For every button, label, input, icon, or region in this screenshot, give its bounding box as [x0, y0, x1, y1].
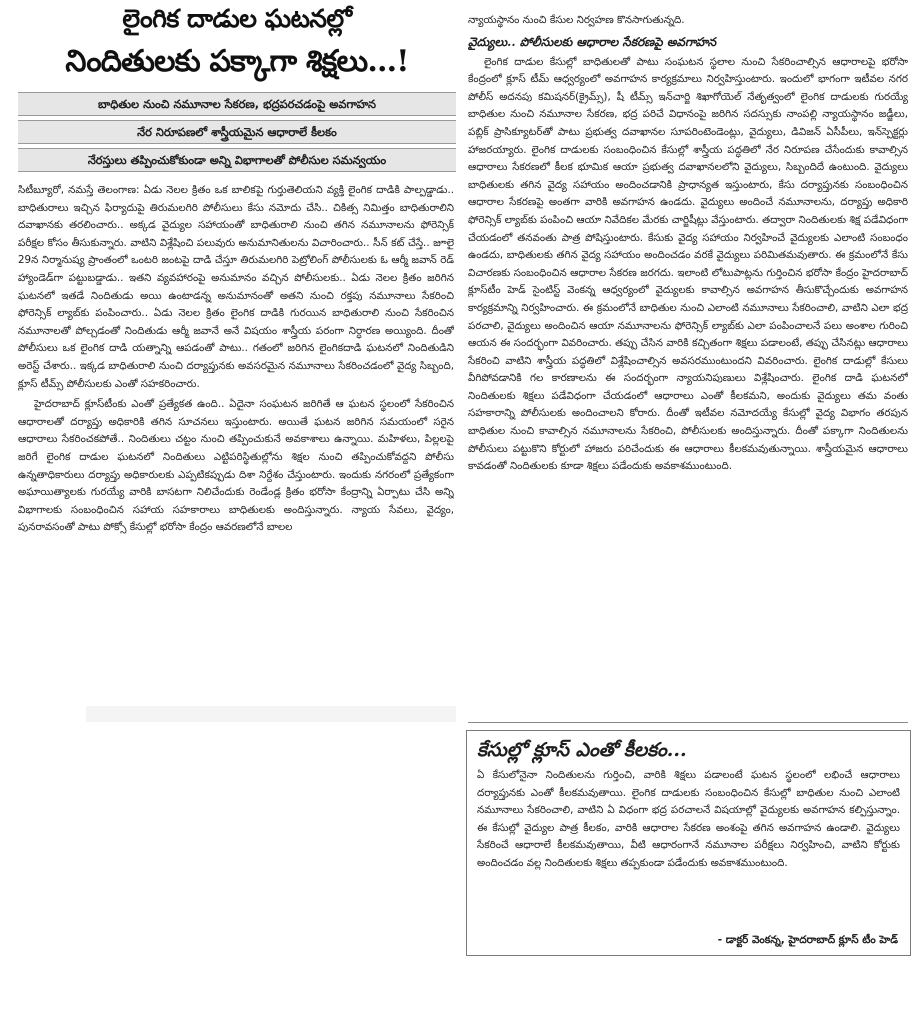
quote-box-title: కేసుల్లో క్లూస్ ఎంతో కీలకం... [477, 739, 687, 761]
highlight-1: బాధితుల నుంచి నమూనాల సేకరణ, భద్రపరచడంపై అవగాహన [18, 92, 456, 116]
right-column-article [468, 12, 908, 712]
left-paragraph-2: హైదరాబాద్ క్లూస్‌టీంకు ఎంతో ప్రత్యేకత ఉంది.. ఏదైనా సంఘటన జరిగితే ఆ ఘటన స్థలంలో సేకరించిన ఆధారాలతో దర్యాప్తు అధికారికి తగిన సూచనలు ఇస్తుంటారు. అయితే ఘటన జరిగిన సమయంలో సరైన ఆధారాలు సేకరించకపోతే.. నిందితులు చట్టం నుంచి తప్పించుకునే అవకాశాలు ఉన్నాయి. మహిళలు, పిల్లలపై జరిగే లైంగిక దాడుల ఘటనలో నిందితులు ఎట్టిపరిస్థితుల్లోను శిక్షల నుంచి తప్పించుకోవద్దని పోలీసు ఉన్నతాధికారులు దర్యాప్తు అధికారులకు ఎప్పటికప్పుడు దిశా నిర్దేశం చేస్తుంటారు. ఇందుకు నగరంలో ప్రత్యేకంగా అఘాయిత్యాలకు గురయ్యే వారికి బాసటగా నిలిచేందుకు రెండేండ్ల క్రితం భరోసా కేంద్రాన్ని ఏర్పాటు చేసి అన్ని విభాగాలకు సంబంధించిన సహాయ సహకారాలు బాధితులకు అందిస్తున్నారు. న్యాయ సేవలు, వైద్యం, పునరావసంతో పాటు పోక్సో కేసుల్లో భరోసా కేంద్రం ఆవరణలోనే బాలల [18, 398, 454, 534]
right-subheading: వైద్యులు.. పోలీసులకు ఆధారాల సేకరణపై అవగాహన [468, 34, 717, 49]
page-fold [86, 706, 456, 722]
quote-box [466, 730, 911, 956]
headline-line-2: నిందితులకు పక్కాగా శిక్షలు...! [65, 44, 409, 79]
right-paragraph-1: న్యాయస్థానం నుంచి కేసుల నిర్వహణ కొనసాగుతున్నది. [468, 14, 685, 26]
right-paragraph-2: లైంగిక దాడుల కేసుల్లో బాధితులతో పాటు సంఘటన స్థలాల నుంచి సేకరించాల్సిన ఆధారాలపై భరోసా కేంద్రంలో క్లూస్ టీమ్ ఆధ్వర్యంలో అవగాహన కార్యక్రమాలు నిర్వహిస్తుంటారు. ఇందులో భాగంగా ఇటీవల నగర పోలీస్ అదనపు కమిషనర్(క్రైమ్స్), షీ టీమ్స్ ఇన్‌చార్జి శిఖాగోయెల్ నేతృత్వంలో లైంగిక దాడులకు గురయ్యే బాధితుల నుంచి నమూనాల సేకరణ, భద్ర పరిచే విధానంపై జరిగిన సదస్సుకు నాంపల్లి న్యాయస్థానం జడ్జీలు, పబ్లిక్ ప్రాసిక్యూటర్‌తో పాటు ప్రభుత్వ దవాఖానల సూపరింటెండెంట్లు, వైద్యులు, డివిజన్ ఏసీపీలు, ఇన్‌స్పెక్టర్లు హాజరయ్యారు. లైంగిక దాడులకు సంబంధించిన కేసుల్లో శాస్త్రీయ పద్ధతిలో నేర నిరూపణ చేసేందుకు కావాల్సిన ఆధారాలు సేకరణలో కీలక భూమిక ఆయా ప్రభుత్వ దవాఖానలలోని వైద్యులు, సిబ్బందిదే ఉంటుంది. వైద్యులు బాధితులకు తగిన వైద్య సహాయం అందించడానికి ప్రాధాన్యత ఇస్తుంటారు, కేసు దర్యాప్తునకు సంబంధించిన ఆధారాల సేకరణపై అంతగా వారికి అవగాహన ఉండదు. వైద్యులు అందించే నమూనాలను, దర్యాప్తు అధికారి ఫోరెన్సిక్ ల్యాబ్‌కు పంపించి ఆయా నివేదికల మేరకు చార్జిషీట్లు వేస్తుంటారు. తద్వారా నిందితులకు శిక్ష పడేవిధంగా చేయడంలో తనవంతు పాత్ర పోషిస్తుంటారు. కేసుకు వైద్య సహాయం నిర్వహించే వైద్యులకు ఎలాంటి సంబంధం ఉండదు, బాధితులకు తగిన వైద్య సహాయం అందించడం వరకే వైద్యులు పరిమితమవుతారు. ఈ క్రమంలోనే కేసు విచారణకు సంబంధించిన ఆధారాల సేకరణ జరగదు. ఇలాంటి లోటుపాట్లను గుర్తించిన భరోసా కేంద్రం హైదరాబాద్ క్లూస్‌టీం హెడ్ సైంటిస్ట్ వెంకన్న ఆధ్వర్యంలో వైద్యులకు కావాల్సిన అవగాహన తీసుకొచ్చేందుకు అవగాహన కార్యక్రమాన్ని నిర్వహించారు. ఈ క్రమంలోనే బాధితుల నుంచి ఎలాంటి నమూనాలు సేకరించాలి, వాటిని ఎలా భద్ర పరచాలి, వైద్యులు అందించిన ఆయా నమూనాలను ఫోరెన్సిక్ ల్యాబ్‌కు ఎలా పంపించాలనే పలు అంశాల గురించి ఆయన ఈ సందర్భంగా వివరించారు. తప్పు చేసిన వారికి కచ్చితంగా శిక్షలు పడాలంటే, తప్పు చేసినట్లు ఆధారాలు సేకరించి వాటిని శాస్త్రీయ పద్ధతిలో విశ్లేషించాల్సిన అవసరముంటుందని వివరించారు. లైంగిక దాడుల్లో కేసులు వీగిపోవడానికి గల కారణాలను ఈ సందర్భంగా న్యాయనిపుణులు విశ్లేషించారు. లైంగిక దాడి ఘటనలో నిందితులకు శిక్షలు పడేవిధంగా చేయడంలో ఆధారాలు ఎంతో కీలకమని, అందుకు వైద్యులు తమ వంతు సహకారాన్ని పోలీసులకు అందించాలని కోరారు. దీంతో ఇటీవల నమోదయ్యే కేసుల్లో వైద్య విభాగం తరపున బాధితుల నుంచి కావాల్సిన నమూనాలను సేకరించి, పోలీసులకు అందిస్తున్నారు. దీంతో పక్కాగా నిందితులను పోలీసులు పట్టుకొని కోర్టులో హాజరు పరిచేందుకు ఈ ఆధారాలు కీలకమవుతున్నాయి. శాస్త్రీయమైన ఆధారాలు కావడంతో నిందితులకు కూడా శిక్షలు పడేందుకు అవకాశముంటుంది. [468, 55, 908, 473]
headline-line-1: లైంగిక దాడుల ఘటనల్లో [122, 4, 352, 33]
highlights-panel [18, 92, 456, 176]
left-paragraph-1: సిటీబ్యూరో, నమస్తే తెలంగాణ: ఏడు నెలల క్రితం ఒక బాలికపై గుర్తుతెలియని వ్యక్తి లైంగిక దాడికి పాల్పడ్డాడు.. బాధితురాలు ఇచ్చిన ఫిర్యాదుపై తిరుమలగిరి పోలీసులు కేసు నమోదు చేసి.. చికిత్స నిమిత్తం బాధితురాలిని దవాఖానకు తరలించారు.. అక్కడ వైద్యుల సహాయంతో బాధితురాలి నుంచి తగిన నమూనాలను ఫోరెన్సిక్ పరీక్షల కోసం తీసుకున్నారు. వాటిని విశ్లేషించి పలువురు అనుమానితులను విచారించారు.. సీన్ కట్ చేస్తే.. జూలై 29న నిర్మానుష్య ప్రాంతంలో ఒంటరి జంటపై దాడి చేస్తూ తిరుమలగిరి పెట్రోలింగ్ పోలీసులకు ఓ ఆర్మీ జవాన్ రెడ్ హ్యాండెడ్‌గా పట్టుబడ్డాడు.. ఇతని వ్యవహారంపై అనుమానం వచ్చిన పోలీసులకు.. ఏడు నెలల క్రితం జరిగిన ఘటనలో ఇతడే నిందితుడు అయి ఉంటాడన్న అనుమానంతో అతని నుంచి రక్తపు నమూనాలు సేకరించి ఫోరెన్సిక్ ల్యాబ్‌కు పంపించారు.. ఏడు నెలల క్రితం లైంగిక దాడికి గురయిన బాధితురాలి నుంచి సేకరించిన నమూనాలతో పోల్చడంతో నిందితుడు ఆర్మీ జవానే అనే విషయం శాస్త్రీయ పరంగా నిర్ధారణ అయ్యింది. దీంతో పోలీసులు ఒక లైంగిక దాడి యత్నాన్ని ఆపడంతో పాటు.. గతంలో జరిగిన లైంగికదాడి ఘటనలో నిందితుడిని అరెస్ట్ చేశారు.. ఇక్కడ బాధితురాలి నుంచి దర్యాప్తునకు అవసరమైన నమూనాలు సేకరించడంలో వైద్య సిబ్బంది, క్లూస్ టీమ్స్ పోలీసులకు ఎంతో సహకరించారు. [18, 184, 454, 390]
quote-box-signature: - డాక్టర్ వెంకన్న, హైదరాబాద్ క్లూస్ టీం హెడ్ [717, 934, 898, 946]
quote-box-body: ఏ కేసులోనైనా నిందితులను గుర్తించి, వారికి శిక్షలు పడాలంటే ఘటన స్థలంలో లభించే ఆధారాలు దర్యాప్తునకు ఎంతో కీలకమవుతాయి. లైంగిక దాడులకు సంబంధించిన కేసుల్లో బాధితుల నుంచి ఎలాంటి నమూనాలు సేకరించాలి, వాటిని ఏ విధంగా భద్ర పరచాలనే విషయాల్లో వైద్యులకు అవగాహన కల్పిస్తున్నాం. ఈ కేసుల్లో వైద్యుల పాత్ర కీలకం, వారికి ఆధారాల సేకరణ అంశంపై తగిన అవగాహన ఉండాలి. వైద్యులు సేకరించే ఆధారాలే కీలకమవుతాయి, వీటి ఆధారంగానే నమూనాల పరీక్షలు నిర్వహించి, వాటిని కోర్టుకు అందించడం వల్ల నిందితులకు శిక్షలు తప్పకుండా పడేందుకు అవకాశముంటుంది. [477, 769, 900, 869]
highlight-3: నేరస్తులు తప్పించుకోకుండా అన్ని విభాగాలతో పోలీసుల సమన్వయం [18, 148, 456, 172]
column-divider [468, 722, 908, 723]
highlight-2: నేర నిరూపణలో శాస్త్రీయమైన ఆధారాలే కీలకం [18, 120, 456, 144]
left-column-article [18, 182, 454, 702]
